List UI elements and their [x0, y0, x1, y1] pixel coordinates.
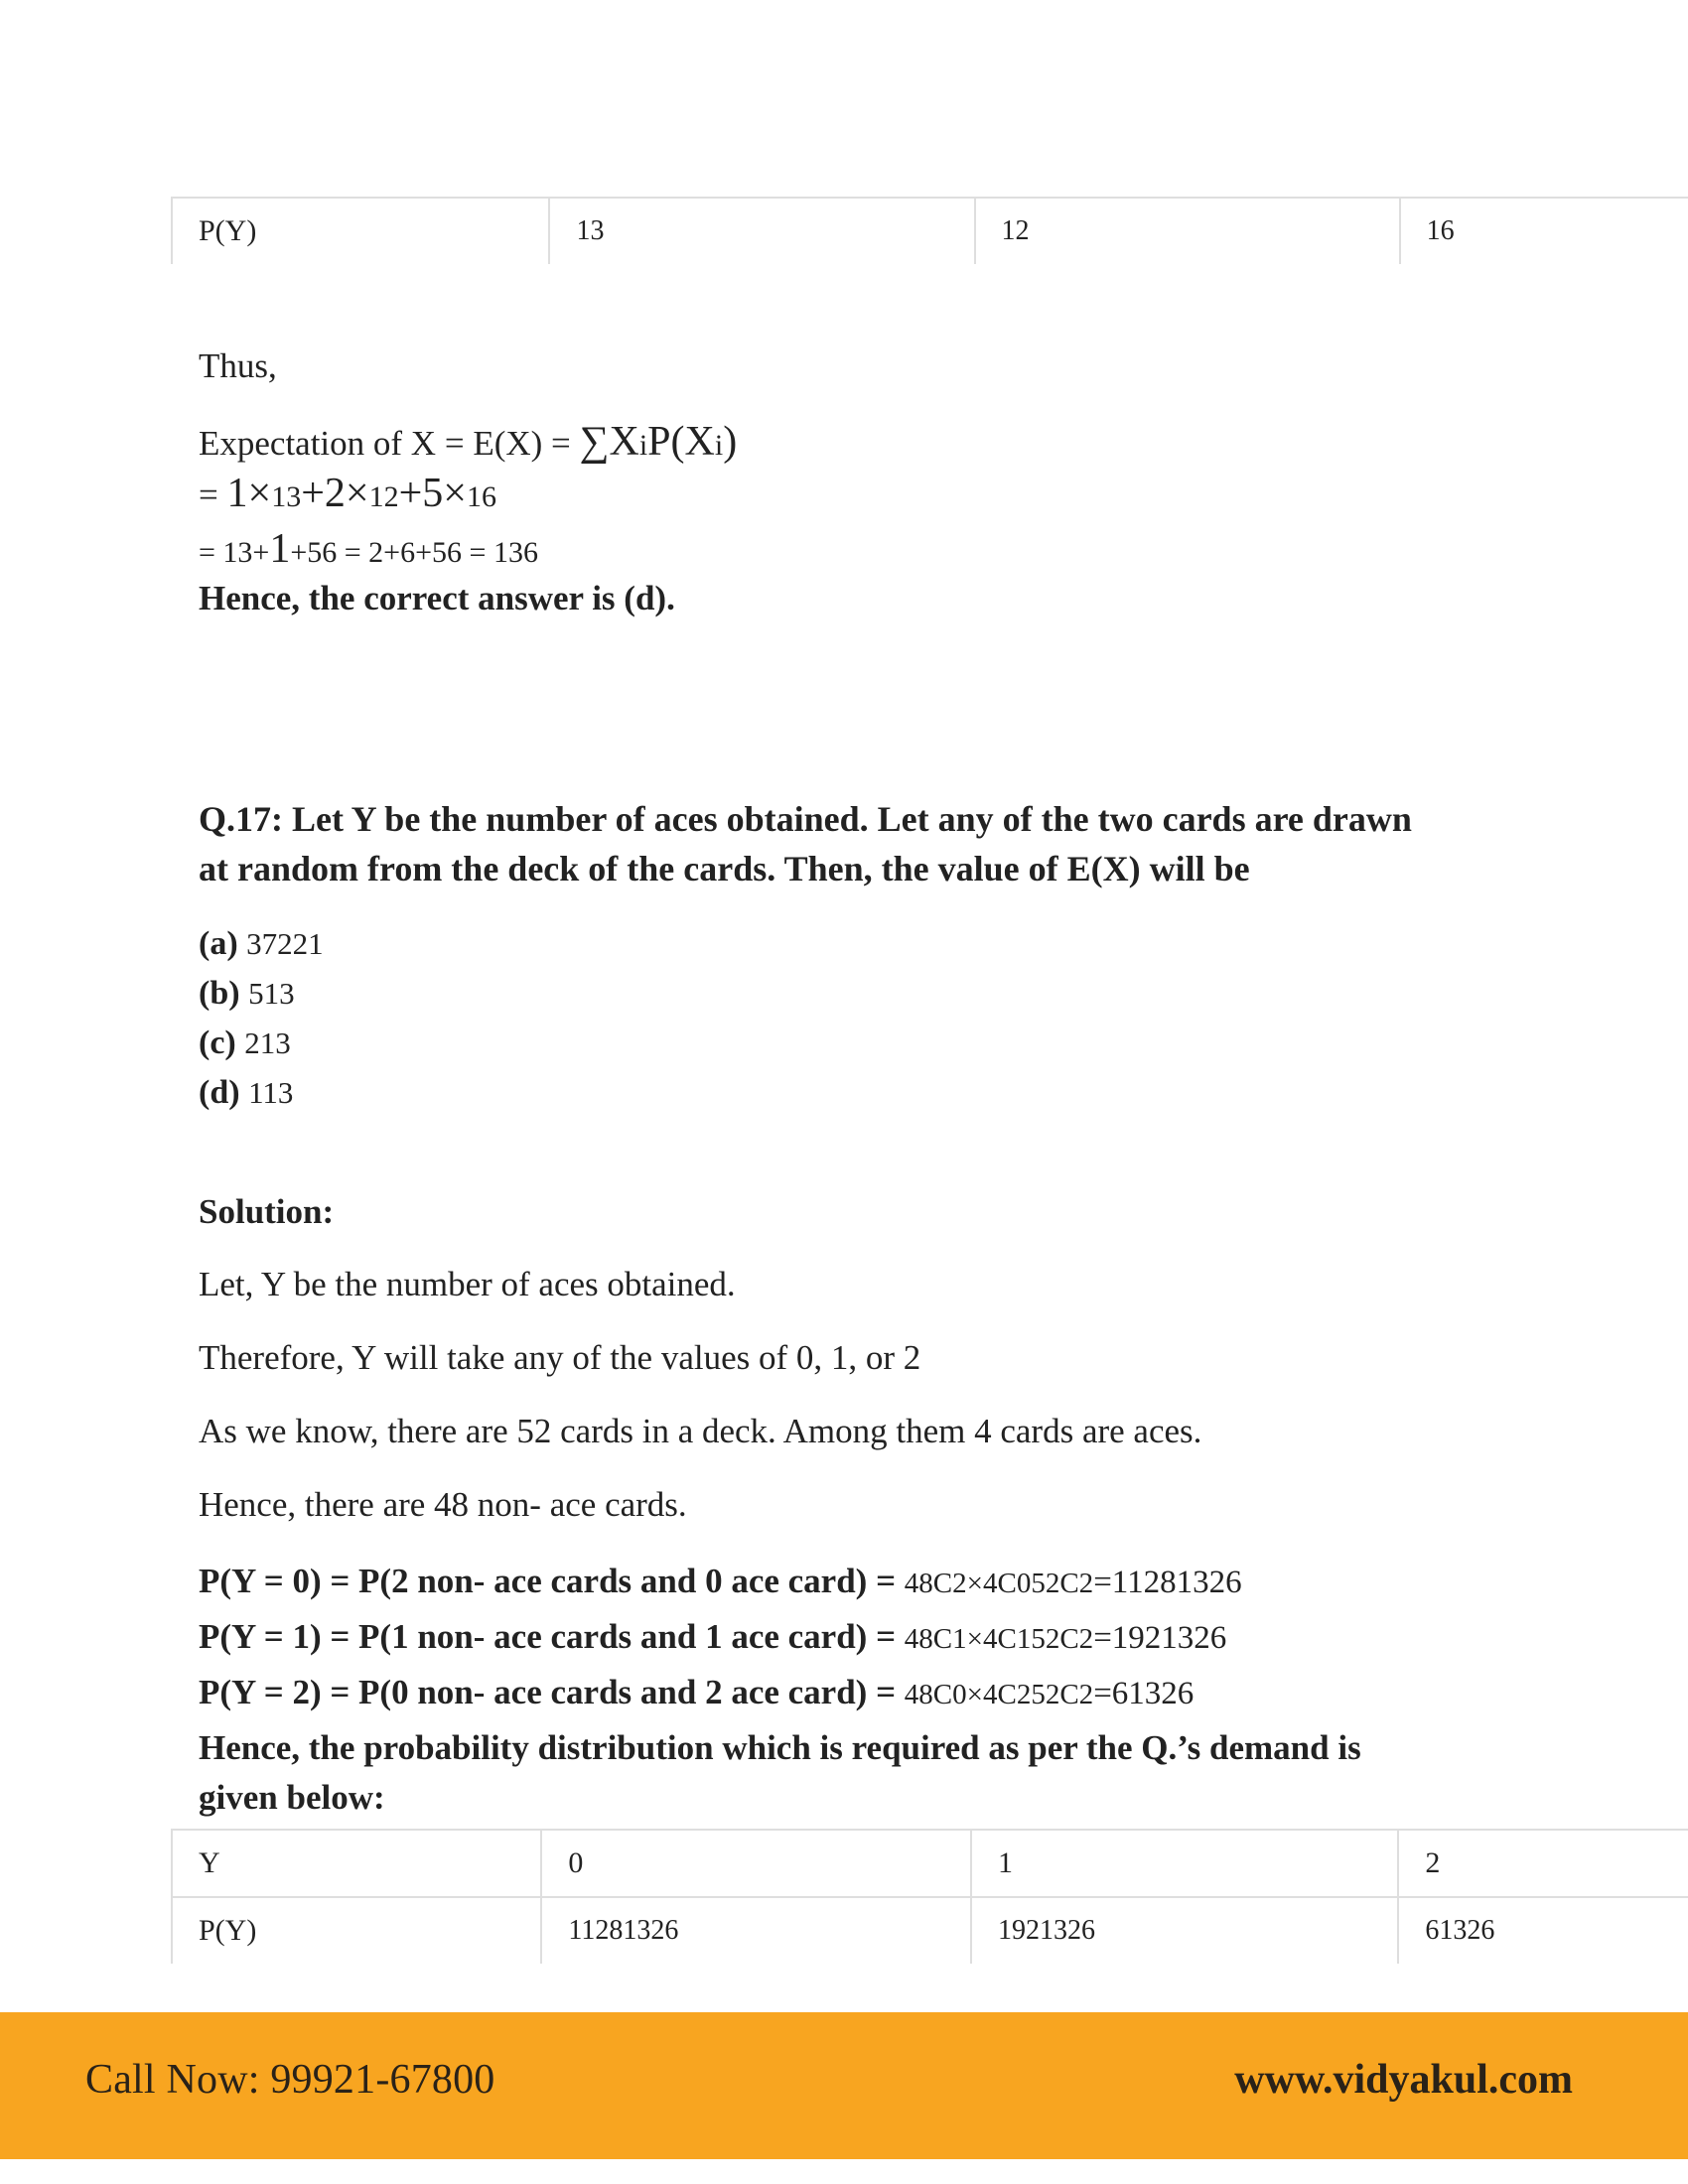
option-a — [199, 919, 324, 969]
conclusion-line-1: Hence, the probability distribution which is required as per the Q.’s demand is — [199, 1728, 1361, 1767]
thus-text: Thus, — [199, 346, 277, 385]
question-line-1: Q.17: Let Y be the number of aces obtained. Let any of the two cards are drawn — [199, 799, 1412, 839]
table-cell-label: Y — [172, 1830, 541, 1897]
option-b — [199, 969, 324, 1019]
term: 16 — [466, 480, 496, 513]
solution-heading: Solution: — [199, 1192, 335, 1231]
footer-banner — [0, 2012, 1688, 2159]
option-value: 37221 — [246, 926, 324, 961]
term: 1 — [269, 526, 291, 572]
solution-paragraph-1: Let, Y be the number of aces obtained. — [199, 1265, 736, 1303]
expectation-line-2 — [199, 469, 496, 518]
table-row — [172, 1830, 1688, 1897]
term: 13 — [271, 480, 302, 513]
question-line-2: at random from the deck of the cards. Then, the value of E(X) will be — [199, 849, 1250, 888]
probability-line-y1 — [199, 1610, 1361, 1666]
table-cell: 1921326 — [971, 1897, 1398, 1964]
table-cell: 0 — [541, 1830, 971, 1897]
probability-lhs: P(Y = 2) = P(0 non- ace cards and 2 ace card) = — [199, 1673, 905, 1711]
probability-result: =1921326 — [1093, 1620, 1227, 1656]
expectation-line-1 — [199, 417, 737, 467]
table-cell-label: P(Y) — [172, 198, 549, 264]
table-row — [172, 198, 1688, 264]
subscript-i: i — [638, 429, 648, 462]
option-value: 213 — [244, 1025, 291, 1060]
term: 1× — [226, 471, 272, 516]
solution-paragraph-2: Therefore, Y will take any of the values of 0, 1, or 2 — [199, 1338, 921, 1377]
probability-result: =61326 — [1093, 1676, 1195, 1711]
distribution-table-top — [171, 197, 1688, 264]
term: +56 = 2+6+56 = 136 — [290, 536, 538, 569]
solution-paragraph-3: As we know, there are 52 cards in a deck. Among them 4 cards are aces. — [199, 1412, 1202, 1450]
table-cell-label: P(Y) — [172, 1897, 541, 1964]
option-key: (c) — [199, 1024, 236, 1061]
table-cell: 13 — [549, 198, 974, 264]
table-cell: 11281326 — [541, 1897, 971, 1964]
probability-lhs: P(Y = 1) = P(1 non- ace cards and 1 ace card) = — [199, 1617, 905, 1656]
probability-line-y2 — [199, 1666, 1361, 1721]
probability-lhs: P(Y = 0) = P(2 non- ace cards and 0 ace card) = — [199, 1562, 905, 1600]
options-list — [199, 919, 324, 1118]
table-cell: 16 — [1400, 198, 1688, 264]
question-text — [199, 794, 1412, 893]
solution-paragraph-4: Hence, there are 48 non- ace cards. — [199, 1485, 687, 1524]
option-value: 513 — [248, 976, 295, 1011]
option-d — [199, 1068, 324, 1118]
option-key: (a) — [199, 925, 238, 962]
term: = 13+ — [199, 536, 270, 569]
distribution-table — [171, 1829, 1688, 1964]
close-paren: ) — [723, 419, 738, 465]
option-c — [199, 1019, 324, 1068]
answer-text: Hence, the correct answer is (d). — [199, 579, 675, 617]
table-cell: 61326 — [1398, 1897, 1688, 1964]
probability-line-y0 — [199, 1555, 1361, 1610]
probability-result: =11281326 — [1093, 1565, 1242, 1600]
sigma-term: ∑X — [579, 419, 639, 465]
subscript-i: i — [714, 429, 724, 462]
option-key: (b) — [199, 975, 240, 1012]
expectation-line-3 — [199, 524, 538, 574]
option-key: (d) — [199, 1074, 240, 1111]
table-cell: 1 — [971, 1830, 1398, 1897]
table-cell: 12 — [975, 198, 1400, 264]
table-row — [172, 1897, 1688, 1964]
term: +2× — [301, 471, 369, 516]
table-cell: 2 — [1398, 1830, 1688, 1897]
probability-fraction: 48C1×4C152C2 — [904, 1623, 1094, 1655]
term: +5× — [398, 471, 467, 516]
website-link[interactable]: www.vidyakul.com — [1234, 2057, 1573, 2103]
probability-term: P(X — [647, 419, 715, 465]
call-now-link[interactable]: Call Now: 99921-67800 — [85, 2057, 495, 2103]
option-value: 113 — [248, 1075, 294, 1110]
expectation-prefix: Expectation of X = E(X) = — [199, 424, 580, 463]
conclusion-line-2: given below: — [199, 1778, 385, 1817]
probability-fraction: 48C0×4C252C2 — [904, 1679, 1094, 1710]
probability-lines — [199, 1555, 1361, 1822]
equals-sign: = — [199, 476, 227, 514]
term: 12 — [368, 480, 399, 513]
probability-fraction: 48C2×4C052C2 — [904, 1568, 1094, 1599]
